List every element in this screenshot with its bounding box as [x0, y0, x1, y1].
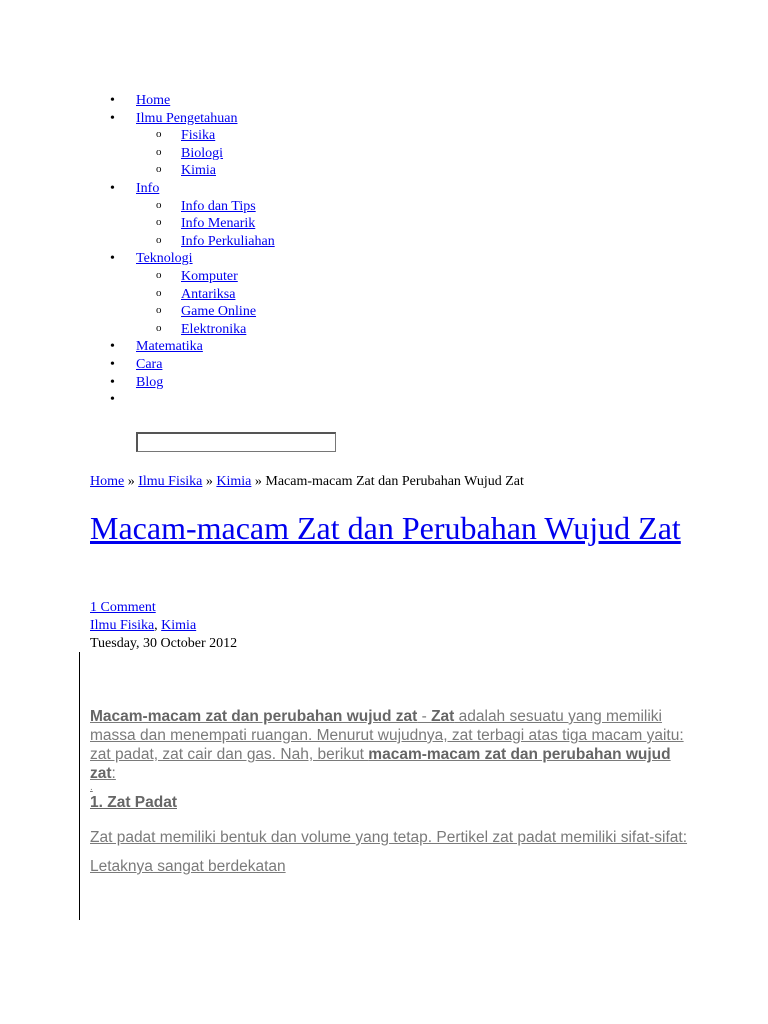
nav-item-cara — [90, 356, 275, 374]
nav-link-home[interactable]: Home — [136, 93, 171, 108]
nav-link-komputer[interactable]: Komputer — [181, 268, 238, 284]
comment-count-row — [90, 599, 237, 617]
intro-dash: - — [417, 708, 432, 725]
intro-zat: Zat — [431, 708, 455, 725]
post-labels — [90, 617, 237, 635]
post-title-link[interactable]: Macam-macam Zat dan Perubahan Wujud Zat — [90, 510, 681, 546]
post-date: Tuesday, 30 October 2012 — [90, 636, 238, 651]
nav-link-ilmu-pengetahuan[interactable]: Ilmu Pengetahuan — [136, 110, 238, 126]
section-paragraph: Zat padat memiliki bentuk dan volume yang tetap. Pertikel zat padat memiliki sifat-sifat: — [90, 829, 688, 846]
submenu-item — [136, 233, 275, 251]
nav-item-blog — [90, 374, 275, 392]
section-paragraph: Letaknya sangat berdekatan — [90, 858, 286, 875]
nav-link-elektronika[interactable]: Elektronika — [181, 321, 247, 337]
nav-item-ilmu-pengetahuan — [90, 110, 275, 180]
dot-marker: . — [90, 782, 93, 793]
submenu-item — [136, 198, 275, 216]
breadcrumb-home-link[interactable]: Home — [90, 474, 125, 489]
nav-link-fisika[interactable]: Fisika — [181, 128, 216, 144]
submenu-item — [136, 303, 275, 321]
nav-link-cara[interactable]: Cara — [136, 356, 163, 372]
intro-keyword: Macam-macam zat dan perubahan wujud zat — [90, 708, 418, 725]
nav-link-teknologi[interactable]: Teknologi — [136, 251, 193, 267]
nav-link-game-online[interactable]: Game Online — [181, 304, 257, 320]
breadcrumb-subcategory-link[interactable]: Kimia — [216, 474, 252, 489]
submenu-item — [136, 286, 275, 304]
nav-link-biologi[interactable]: Biologi — [181, 145, 224, 161]
search-input[interactable] — [136, 432, 336, 452]
intro-paragraph — [90, 707, 690, 783]
nav-link-info-perkuliahan[interactable]: Info Perkuliahan — [181, 233, 275, 249]
section-heading: 1. Zat Padat — [90, 794, 177, 811]
submenu-info — [136, 198, 275, 251]
submenu-ilmu-pengetahuan — [136, 127, 275, 180]
label-link-ilmu-fisika[interactable]: Ilmu Fisika — [90, 618, 155, 633]
vertical-divider — [79, 652, 80, 920]
submenu-item — [136, 127, 275, 145]
submenu-teknologi — [136, 268, 275, 338]
nav-link-info-menarik[interactable]: Info Menarik — [181, 216, 256, 232]
breadcrumb-separator: » — [124, 474, 139, 489]
post-title — [90, 508, 690, 548]
intro-colon: : — [111, 765, 116, 782]
post-meta — [90, 599, 237, 653]
comments-link[interactable]: 1 Comment — [90, 600, 156, 615]
label-separator: , — [154, 618, 162, 633]
main-nav — [90, 92, 275, 409]
submenu-item — [136, 162, 275, 180]
nav-item-info — [90, 180, 275, 250]
nav-link-matematika[interactable]: Matematika — [136, 339, 203, 355]
submenu-item — [136, 268, 275, 286]
nav-item-home — [90, 92, 275, 110]
nav-item-search — [90, 391, 275, 409]
intro-text: adalah sesuatu yang memiliki massa dan menempati ruangan. Menurut wujudnya, zat terbagi atas tiga macam yaitu: zat padat, zat cair dan gas. Nah, berikut — [90, 708, 684, 763]
submenu-item — [136, 321, 275, 339]
label-link-kimia[interactable]: Kimia — [161, 618, 197, 633]
breadcrumb — [90, 474, 524, 490]
nav-link-blog[interactable]: Blog — [136, 374, 164, 390]
post-body — [90, 707, 690, 881]
submenu-item — [136, 215, 275, 233]
nav-link-info-dan-tips[interactable]: Info dan Tips — [181, 198, 256, 214]
nav-link-antariksa[interactable]: Antariksa — [181, 286, 236, 302]
breadcrumb-separator: » — [202, 474, 217, 489]
breadcrumb-separator: » — [251, 474, 266, 489]
submenu-item — [136, 145, 275, 163]
nav-link-info[interactable]: Info — [136, 180, 160, 196]
nav-item-teknologi — [90, 250, 275, 338]
breadcrumb-current: Macam-macam Zat dan Perubahan Wujud Zat — [265, 474, 524, 489]
nav-item-matematika — [90, 338, 275, 356]
intro-keyword-2: macam-macam zat dan perubahan wujud zat — [90, 746, 671, 782]
nav-link-kimia[interactable]: Kimia — [181, 163, 216, 179]
breadcrumb-category-link[interactable]: Ilmu Fisika — [138, 474, 203, 489]
